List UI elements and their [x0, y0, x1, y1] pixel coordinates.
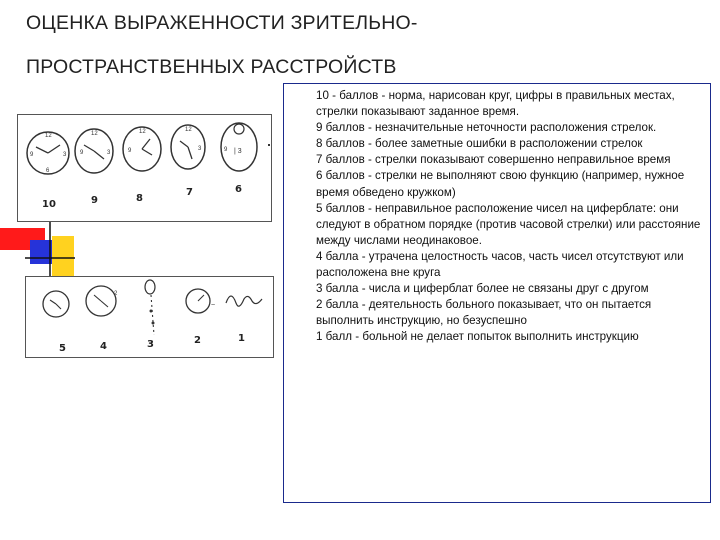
clock-label-9: 9 — [91, 195, 98, 206]
clock-label-4: 4 — [100, 341, 107, 352]
score-item-4: 4 балла - утрачена целостность часов, часть чисел отсутствуют или расположена вне круга — [316, 249, 684, 280]
score-item-6: 6 баллов - стрелки не выполняют свою функцию (например, нужное время обведено кружком) — [316, 169, 685, 199]
svg-text:12: 12 — [139, 129, 146, 135]
svg-text:9: 9 — [80, 150, 84, 156]
svg-text:9: 9 — [224, 147, 228, 153]
deco-yellow-block — [52, 236, 74, 276]
score-item-2: 2 балла - деятельность больного показывает, что он пытается выполнить инструкцию, но безуспешно — [316, 298, 652, 328]
decorative-color-blocks — [0, 218, 75, 278]
clock-label-7: 7 — [186, 187, 193, 198]
clock-drawing-9 — [75, 129, 113, 173]
deco-blue-block — [30, 240, 52, 264]
clock-label-8: 8 — [136, 193, 143, 204]
scoring-list — [316, 88, 706, 346]
clock-drawing-8 — [123, 127, 161, 171]
score-item-7: 7 баллов - стрелки показывают совершенно неправильное время — [316, 153, 671, 167]
clock-drawing-1 — [226, 296, 262, 306]
clock-label-10: 10 — [42, 199, 56, 210]
clock-drawing-3 — [145, 280, 155, 335]
svg-text:| 3: | 3 — [234, 148, 242, 155]
scoring-criteria-box — [283, 83, 711, 503]
svg-text:12: 12 — [45, 133, 52, 139]
clock-drawing-2 — [186, 289, 215, 313]
clock-drawing-7 — [171, 125, 205, 169]
clock-drawing-4 — [86, 286, 118, 316]
clock-drawing-6 — [221, 123, 257, 171]
clock-drawings-panel-bottom — [25, 276, 274, 358]
clock-drawings-panel-top — [17, 114, 272, 222]
score-item-10: 10 - баллов - норма, нарисован круг, цифры в правильных местах, стрелки показывают заданное время. — [316, 89, 675, 119]
svg-text:6: 6 — [46, 168, 50, 174]
clock-drawing-5 — [43, 291, 69, 317]
clock-label-3: 3 — [147, 339, 154, 350]
score-item-3: 3 балла - числа и циферблат более не связаны друг с другом — [316, 282, 649, 296]
page-title-line1: ОЦЕНКА ВЫРАЖЕННОСТИ ЗРИТЕЛЬНО- — [26, 12, 418, 34]
svg-text:3: 3 — [63, 152, 67, 158]
svg-text:9: 9 — [128, 148, 132, 154]
clock-label-2: 2 — [194, 335, 201, 346]
svg-text:3: 3 — [198, 146, 202, 152]
page-title-line2: ПРОСТРАНСТВЕННЫХ РАССТРОЙСТВ — [26, 56, 397, 78]
svg-text:2: 2 — [114, 291, 118, 297]
svg-text:~: ~ — [211, 302, 216, 309]
svg-text:3: 3 — [107, 150, 111, 156]
score-item-9: 9 баллов - незначительные неточности расположения стрелок. — [316, 121, 657, 135]
score-item-8: 8 баллов - более заметные ошибки в расположении стрелок — [316, 137, 643, 151]
svg-text:12: 12 — [91, 131, 98, 137]
clock-drawing-10 — [27, 132, 69, 174]
clock-label-6: 6 — [235, 184, 242, 195]
svg-text:9: 9 — [30, 152, 34, 158]
clock-label-1: 1 — [238, 333, 245, 344]
clock-label-5: 5 — [59, 343, 66, 354]
score-item-1: 1 балл - больной не делает попыток выполнить инструкцию — [316, 330, 639, 344]
svg-text:12: 12 — [185, 127, 192, 133]
score-item-5: 5 баллов - неправильное расположение чисел на циферблате: они следуют в обратном порядке (против часовой стрелки) или расстояние между числами неодинаковое. — [316, 201, 701, 247]
